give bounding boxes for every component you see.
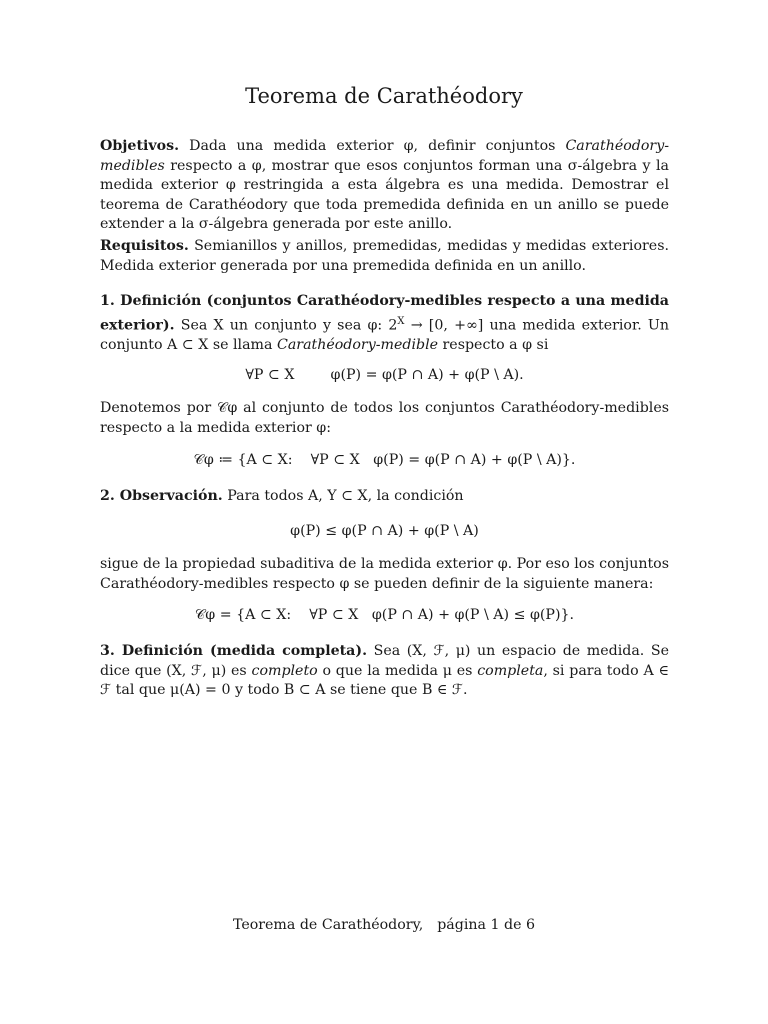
c-phi-alternative-equation: 𝒞φ = {A ⊂ X: ∀P ⊂ X φ(P ∩ A) + φ(P \ A) ≤ φ(P)}. [194,607,575,623]
definition-1-text-2: → [0, +∞] una medida exterior. Un conjunto A ⊂ X se llama [100,317,669,353]
definition-1-label: 1. Definición (conjuntos Carathéodory-medibles respecto a una medida exterior). [100,293,669,334]
observation-2-text: Para todos A, Y ⊂ X, la condición [222,488,464,504]
definition-1-emphasis: Carathéodory-medible [276,336,438,353]
definition-3-emphasis-1: completo [251,662,318,679]
page-footer [0,917,768,933]
definition-1-text-3: respecto a φ si [438,336,549,353]
definition-1-superscript: X [397,315,405,327]
footer-page-number: página 1 de 6 [437,917,536,933]
definition-3-emphasis-2: completa [477,662,544,679]
requisitos-text: Semianillos y anillos, premedidas, medidas y medidas exteriores. Medida exterior generada por una premedida definida en un anillo. [100,238,669,274]
definition-3-text-3: , si para todo A ∈ ℱ tal que μ(A) = 0 y todo B ⊂ A se tiene que B ∈ ℱ. [100,662,669,699]
footer-title: Teorema de Carathéodory, [232,917,424,933]
c-phi-definition-equation: 𝒞φ ≔ {A ⊂ X: ∀P ⊂ X φ(P) = φ(P ∩ A) + φ(P \ A)}. [193,452,576,468]
objetivos-text-2: respecto a φ, mostrar que esos conjuntos forman una σ-álgebra y la medida exterior φ restringida a esta álgebra es una medida. Demostrar el teorema de Carathéodory que toda premedida definida en un anillo se puede extender a la σ-álgebra generada por este anillo. [100,157,669,233]
definition-3-text-2: o que la medida μ es [317,662,478,679]
objetivos-label: Objetivos. [100,138,180,154]
observation-2-label: 2. Observación. [100,488,223,504]
definition-3-paragraph [100,642,669,701]
objetivos-paragraph [100,137,669,235]
definition-3-text-1: Sea (X, ℱ, μ) un espacio de medida. Se dice que (X, ℱ, μ) es [100,643,669,679]
objetivos-text-1: Dada una medida exterior φ, definir conjuntos [179,138,566,154]
document-title: Teorema de Carathéodory [245,84,523,108]
objetivos-emphasis: Carathéodory-medibles [100,138,669,174]
definition-3-label: 3. Definición (medida completa). [100,643,368,659]
definition-1-equation: ∀P ⊂ X φ(P) = φ(P ∩ A) + φ(P \ A). [245,367,524,383]
denotemos-paragraph: Denotemos por 𝒞φ al conjunto de todos los conjuntos Carathéodory-medibles respecto a la medida exterior φ: [100,400,669,436]
observation-2-continuation: sigue de la propiedad subaditiva de la medida exterior φ. Por eso los conjuntos Carathéodory-medibles respecto φ se pueden definir de la siguiente manera: [100,556,669,592]
requisitos-paragraph [100,237,669,276]
definition-1-paragraph [100,292,669,356]
observation-2-paragraph [100,487,669,507]
observation-2-inequality: φ(P) ≤ φ(P ∩ A) + φ(P \ A) [290,523,479,539]
requisitos-label: Requisitos. [100,238,189,254]
definition-1-text-1: Sea X un conjunto y sea φ: 2 [174,317,398,334]
